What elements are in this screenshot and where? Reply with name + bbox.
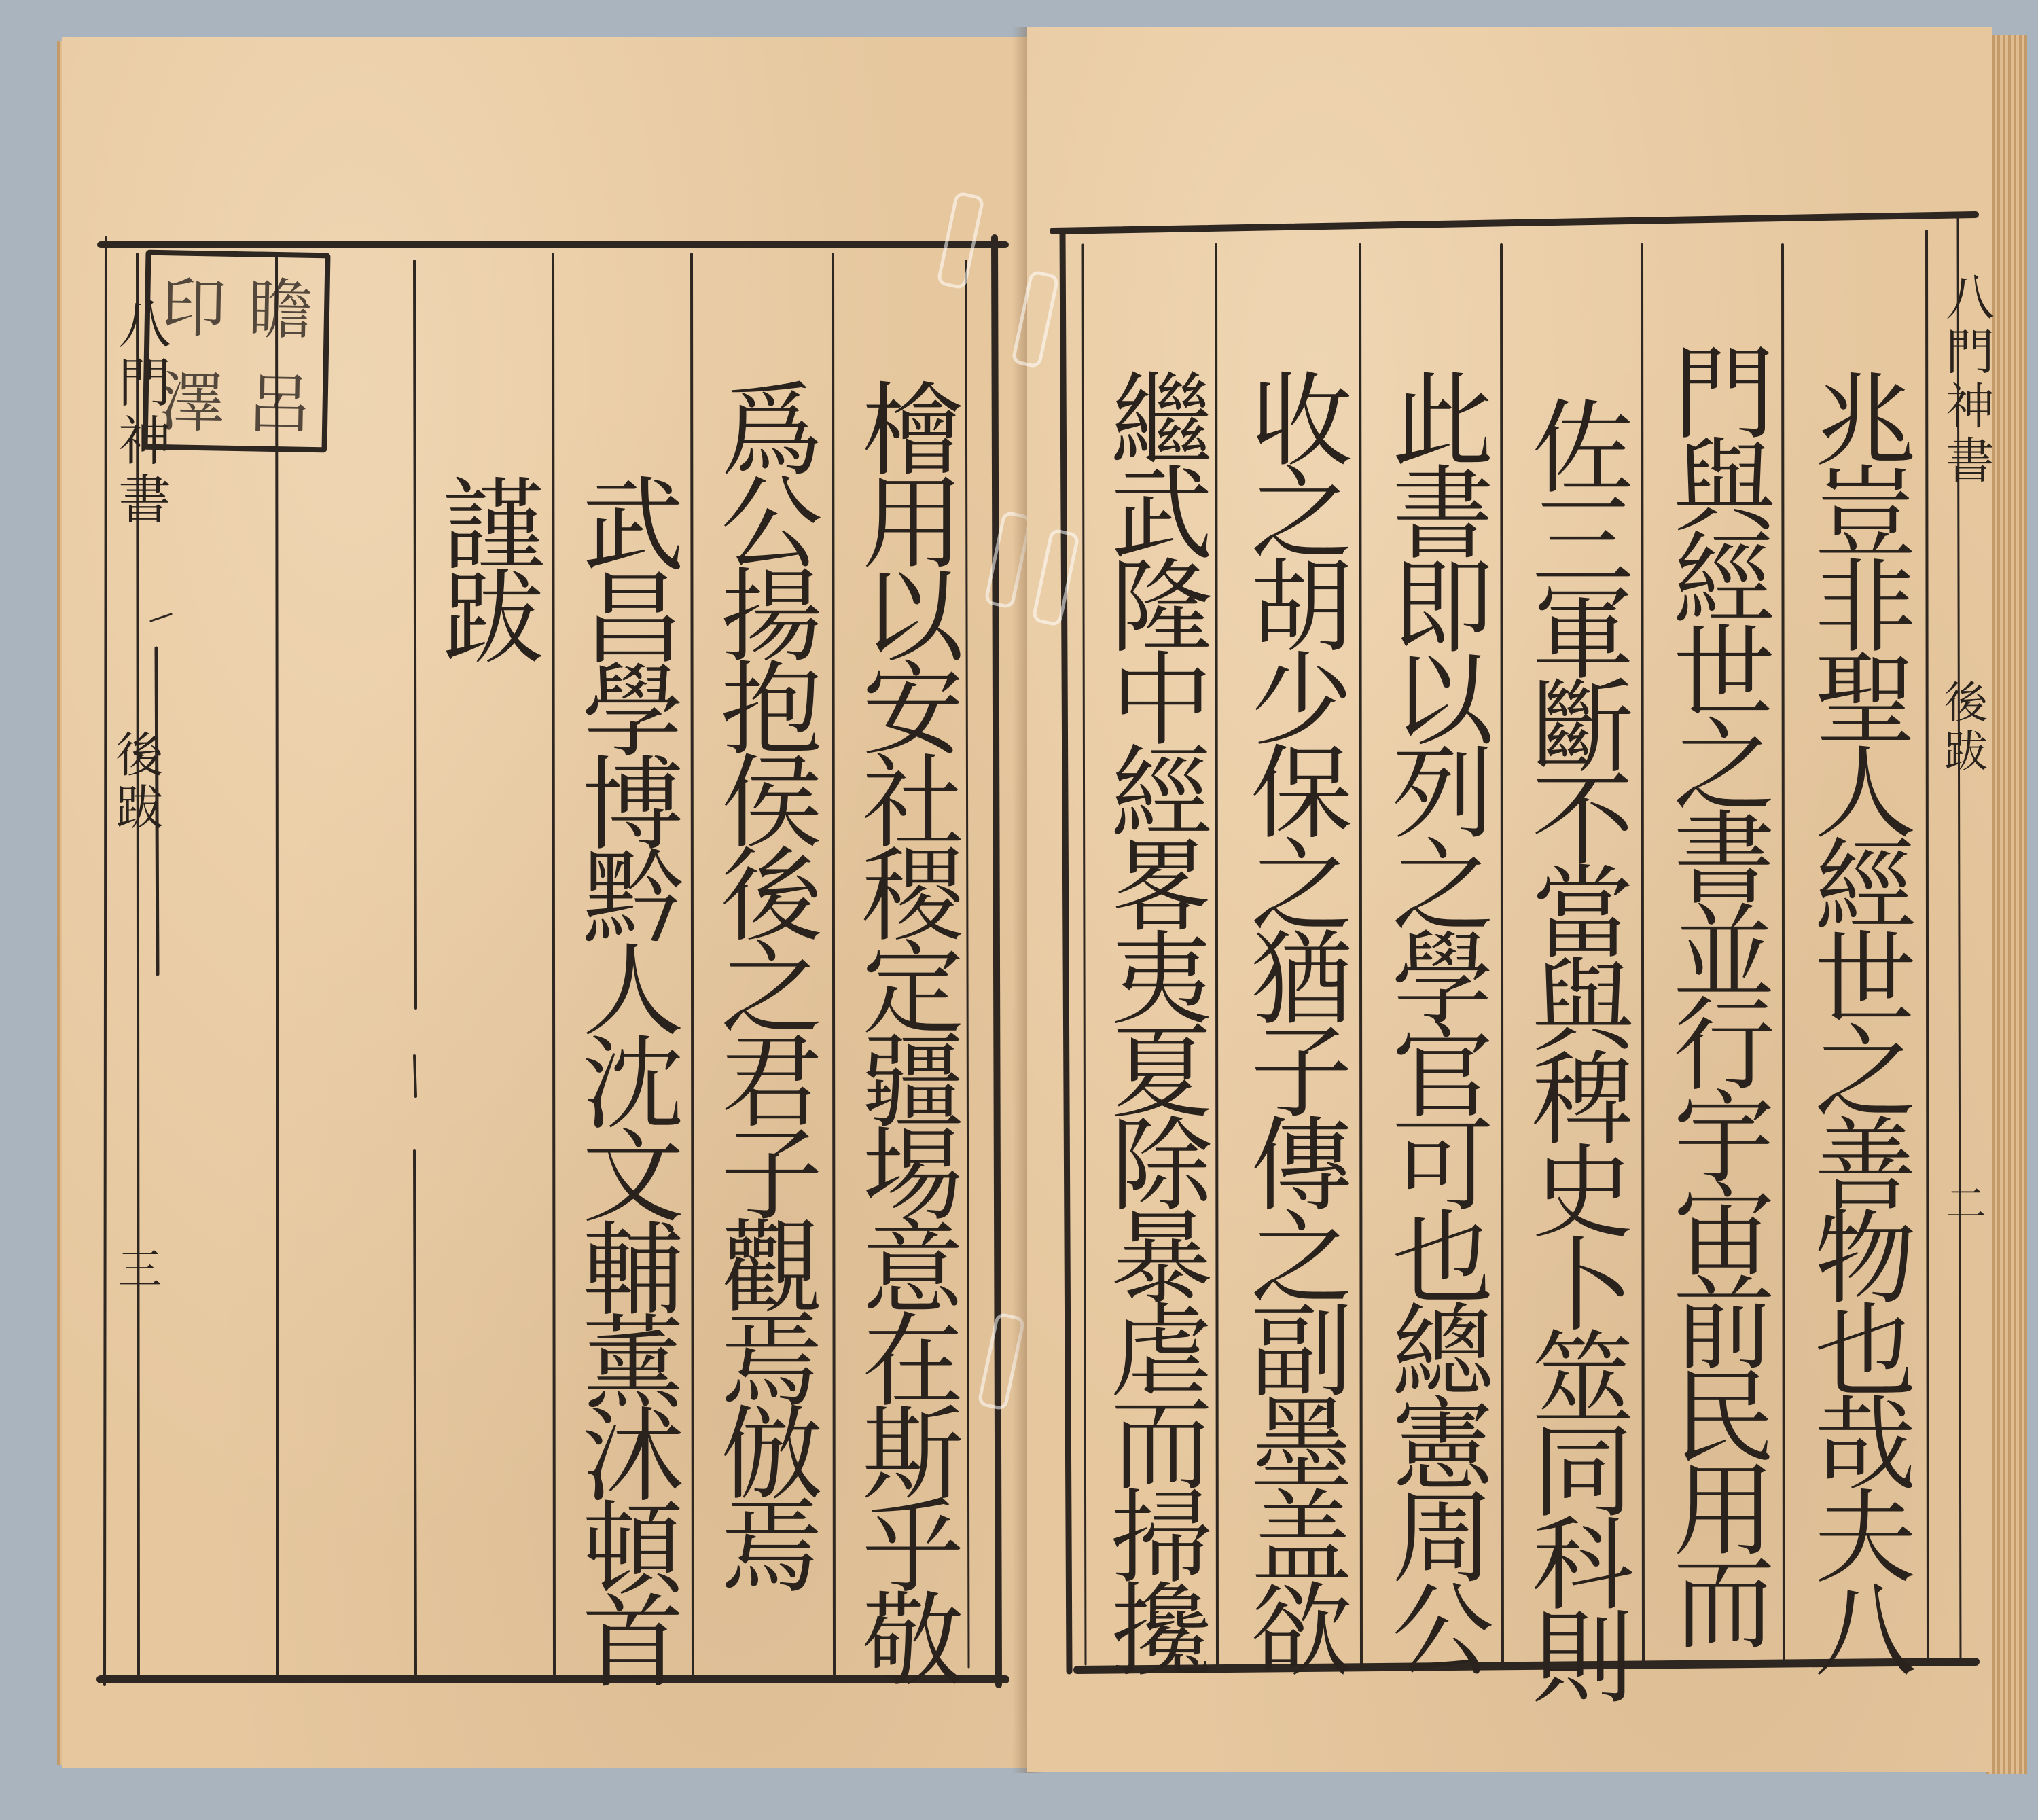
right-margin-title: 八門神書 (1937, 272, 1995, 489)
left-margin-folio: 三 (111, 1246, 161, 1289)
left-text-column-1: 檜用以安社稷定疆埸意在斯乎敬 (844, 376, 963, 1679)
right-margin-folio: 二 (1939, 1182, 1986, 1223)
right-text-column-1: 兆豈非聖人經世之善物也哉夫八 (1797, 367, 1915, 1670)
left-margin-title: 八門神書 (109, 296, 171, 530)
seal-char-3: 印 (160, 270, 228, 347)
right-text-column-6: 繼武隆中經畧夷夏除暴虐而掃攙 (1093, 367, 1211, 1670)
left-text-column-2: 爲公揚抱侯後之君子觀焉倣焉 (703, 376, 821, 1586)
right-text-column-3: 佐三軍斷不當與稗史卜筮同科則 (1514, 394, 1632, 1697)
seal-stamp (142, 250, 330, 453)
right-margin-section: 後跋 (1937, 679, 1987, 777)
left-margin-section: 後跋 (108, 730, 164, 836)
seal-char-0: 呂 (245, 365, 312, 443)
right-page (1027, 27, 1995, 1772)
seal-char-2: 澤 (158, 364, 226, 442)
seal-char-1: 瞻 (247, 271, 315, 349)
right-text-column-5: 收之胡少保之猶子傳之副墨盖欲 (1233, 367, 1351, 1670)
left-page (62, 37, 1027, 1768)
right-text-column-4: 此書即以列之學官可也總憲周公 (1374, 367, 1492, 1670)
left-text-column-4: 謹跋 (425, 471, 543, 658)
left-text-column-3: 武昌學博黔人沈文輔薰沭頓首 (565, 471, 683, 1681)
right-text-column-2: 門與經世之書並行宇宙前民用而 (1656, 340, 1774, 1643)
